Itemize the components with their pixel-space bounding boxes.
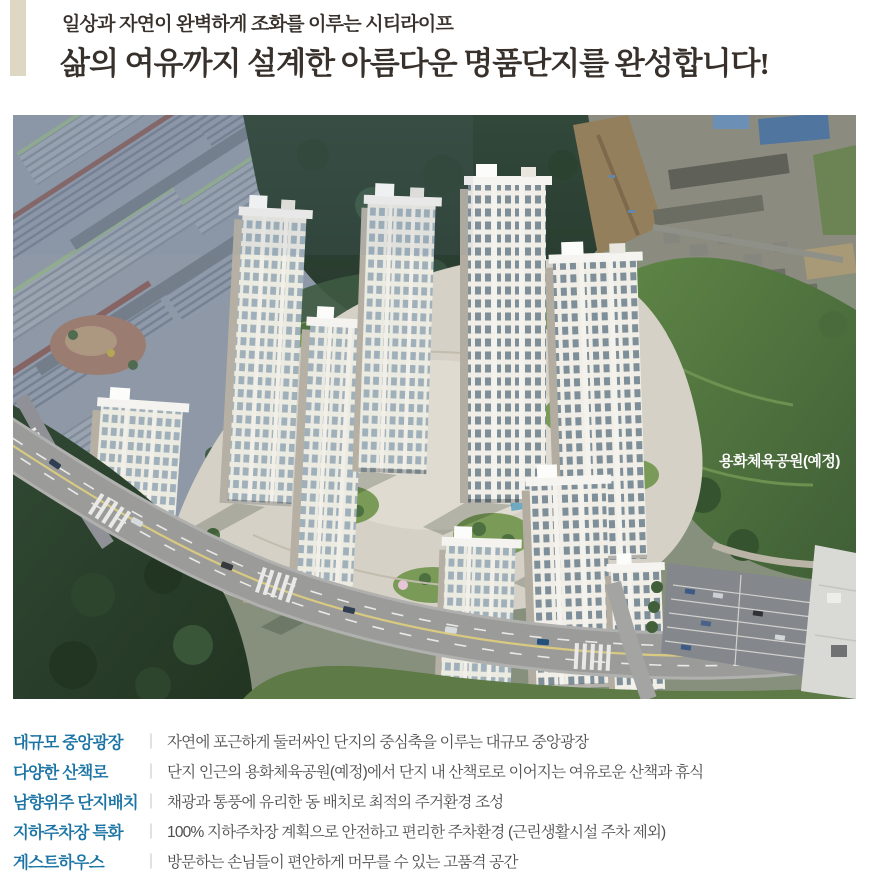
feature-description: 자연에 포근하게 둘러싸인 단지의 중심축을 이루는 대규모 중앙광장 — [167, 734, 589, 751]
feature-divider: | — [149, 822, 153, 839]
feature-label: 남향위주 단지배치 — [13, 794, 138, 812]
header-accent-bar — [10, 0, 26, 76]
feature-row — [13, 786, 856, 816]
feature-description: 단지 인근의 용화체육공원(예정)에서 단지 내 산책로로 이어지는 여유로운 산책과 휴식 — [167, 764, 704, 781]
aerial-scene — [13, 115, 856, 699]
feature-label: 지하주차장 특화 — [13, 824, 123, 842]
feature-list — [13, 726, 856, 876]
feature-divider: | — [149, 852, 153, 869]
feature-row — [13, 756, 856, 786]
feature-divider: | — [149, 792, 153, 809]
feature-label: 게스트하우스 — [13, 854, 104, 872]
feature-row — [13, 816, 856, 846]
feature-label: 대규모 중앙광장 — [13, 734, 123, 752]
haze-overlay — [13, 115, 473, 255]
feature-row — [13, 846, 856, 876]
feature-divider: | — [149, 732, 153, 749]
feature-description: 100% 지하주차장 계획으로 안전하고 편리한 주차환경 (근린생활시설 주차 제외) — [167, 824, 666, 841]
tower — [460, 164, 552, 503]
park-label: 용화체육공원(예정) — [719, 453, 840, 470]
page-title: 삶의 여유까지 설계한 아름다운 명품단지를 완성합니다! — [60, 46, 769, 81]
header-eyebrow: 일상과 자연이 완벽하게 조화를 이루는 시티라이프 — [62, 14, 454, 35]
feature-label: 다양한 산책로 — [13, 764, 108, 782]
feature-row — [13, 726, 856, 756]
feature-description: 채광과 통풍에 유리한 동 배치로 최적의 주거환경 조성 — [167, 794, 504, 811]
feature-description: 방문하는 손님들이 편안하게 머무를 수 있는 고품격 공간 — [167, 854, 518, 871]
aerial-rendering-image — [13, 115, 856, 699]
feature-divider: | — [149, 762, 153, 779]
